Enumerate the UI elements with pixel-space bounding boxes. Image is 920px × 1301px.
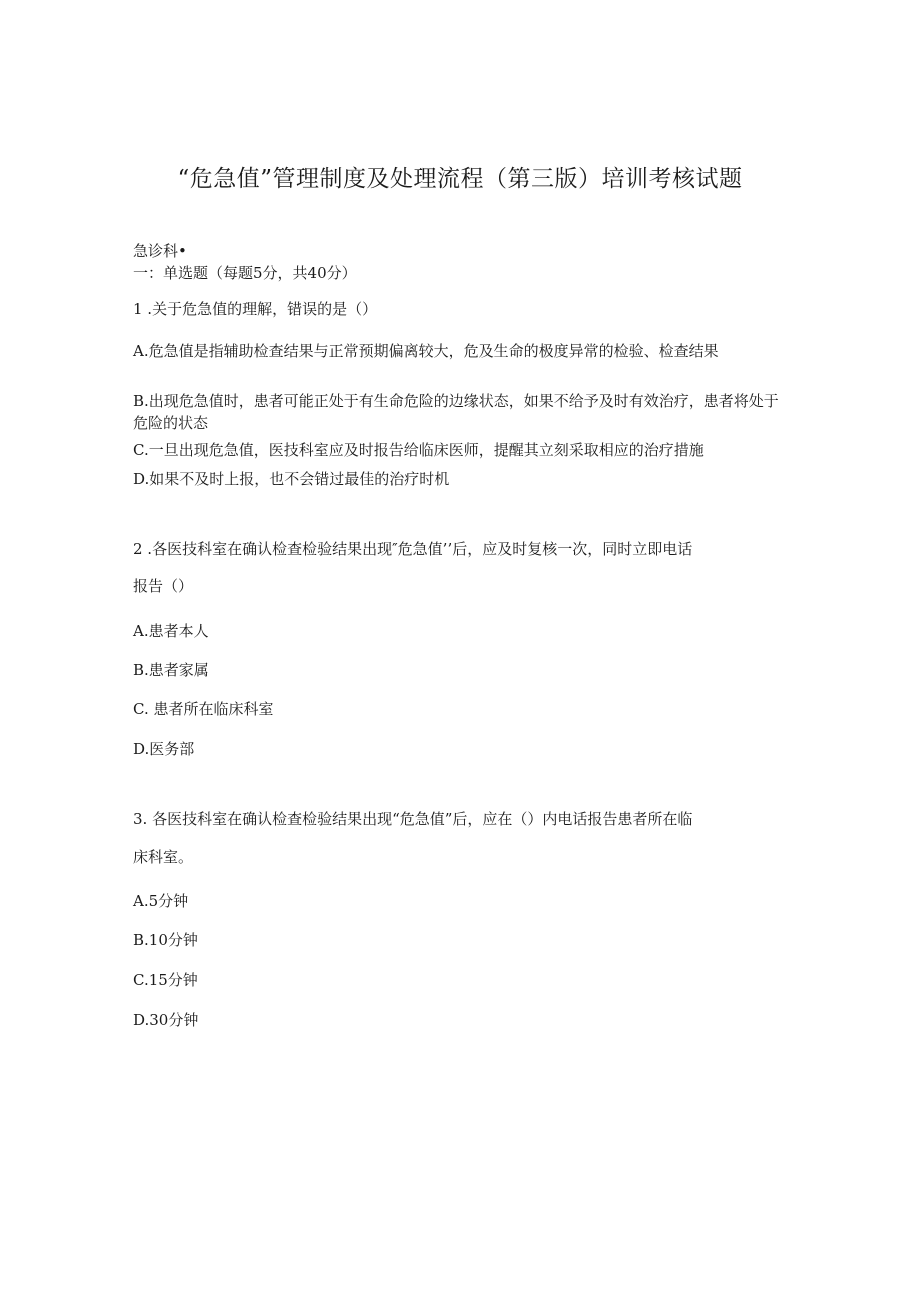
question-1-stem: 1 .关于危急值的理解，错误的是（） bbox=[133, 300, 378, 318]
document-title: “危急值”管理制度及处理流程（第三版）培训考核试题 bbox=[177, 166, 743, 192]
question-3-stem-line-1: 3. 各医技科室在确认检查检验结果出现“危急值”后，应在（）内电话报告患者所在临 bbox=[133, 810, 693, 828]
question-1-option-a: A.危急值是指辅助检查结果与正常预期偏离较大，危及生命的极度异常的检验、检查结果 bbox=[133, 342, 719, 360]
question-3-option-a: A.5分钟 bbox=[133, 892, 189, 910]
question-2-option-c: C. 患者所在临床科室 bbox=[133, 700, 274, 718]
department-label: 急诊科• bbox=[133, 242, 187, 260]
question-3-option-b: B.10分钟 bbox=[133, 931, 198, 949]
question-2-option-d: D.医务部 bbox=[133, 740, 195, 758]
question-1-option-c: C.一旦出现危急值，医技科室应及时报告给临床医师，提醒其立刻采取相应的治疗措施 bbox=[133, 441, 704, 459]
question-3-stem-line-2: 床科室。 bbox=[133, 848, 194, 866]
question-3-option-d: D.30分钟 bbox=[133, 1011, 199, 1029]
question-1-option-d: D.如果不及时上报，也不会错过最佳的治疗时机 bbox=[133, 470, 450, 488]
question-1-option-b: B.出现危急值时，患者可能正处于有生命危险的边缘状态，如果不给予及时有效治疗，患者将处于危险的状态 bbox=[133, 392, 779, 432]
question-2-option-a: A.患者本人 bbox=[133, 622, 209, 640]
section-heading: 一：单选题（每题5分，共40分） bbox=[133, 264, 357, 282]
question-2-option-b: B.患者家属 bbox=[133, 661, 209, 679]
question-2-stem-line-1: 2 .各医技科室在确认检查检验结果出现″危急值’’后，应及时复核一次，同时立即电话 bbox=[133, 540, 693, 558]
question-2-stem-line-2: 报告（） bbox=[133, 577, 194, 595]
question-3-option-c: C.15分钟 bbox=[133, 971, 198, 989]
